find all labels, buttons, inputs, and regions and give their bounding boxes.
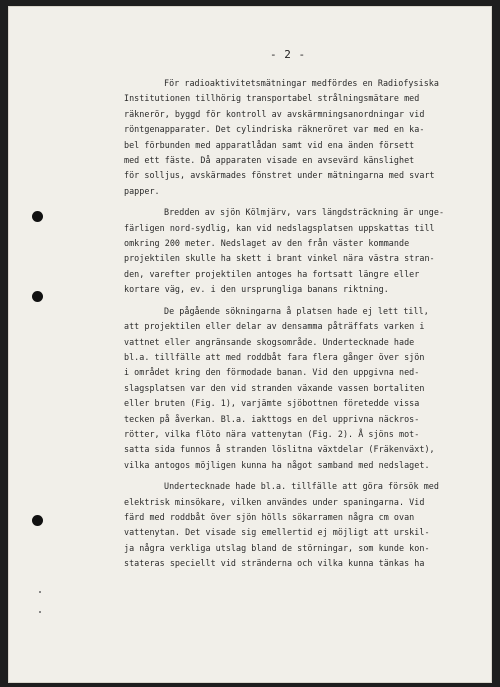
text-line: röntgenapparater. Det cylindriska räkneröret var med en ka- xyxy=(124,124,425,135)
text-line: eller bruten (Fig. 1), varjämte sjöbottnen företedde vissa xyxy=(124,398,420,409)
text-line: kortare väg, ev. i den ursprungliga banans riktning. xyxy=(124,284,389,295)
punch-hole-3 xyxy=(32,515,43,526)
text-line: rötter, vilka flöto nära vattenytan (Fig. 2). Å sjöns mot- xyxy=(124,428,420,439)
document-page xyxy=(8,6,492,683)
text-line: för solljus, avskärmades fönstret under mätningarna med svart xyxy=(124,170,435,181)
text-line: projektilen skulle ha skett i brant vinkel nära västra stran- xyxy=(124,253,435,264)
margin-mark xyxy=(39,611,41,613)
punch-hole-2 xyxy=(32,291,43,302)
text-line: satta sida funnos å stranden löslitna växtdelar (Fräkenväxt), xyxy=(124,444,435,455)
text-line: För radioaktivitetsmätningar medfördes en Radiofysiska xyxy=(164,78,439,88)
margin-mark xyxy=(39,591,41,593)
text-line: i området kring den förmodade banan. Vid den uppgivna ned- xyxy=(124,367,420,378)
text-line: vattenytan. Det visade sig emellertid ej möjligt att urskil- xyxy=(124,527,430,538)
text-line: ja några verkliga utslag bland de störningar, som kunde kon- xyxy=(124,542,430,553)
text-line: den, varefter projektilen antoges ha fortsatt längre eller xyxy=(124,268,420,279)
text-line: Bredden av sjön Kölmjärv, vars längdsträckning är unge- xyxy=(164,207,445,218)
text-line: Institutionen tillhörig transportabel strålningsmätare med xyxy=(124,93,420,104)
text-line: tecken på åverkan. Bl.a. iakttogs en del upprivna näckros- xyxy=(124,413,420,424)
text-line: De pågående sökningarna å platsen hade ej lett till, xyxy=(164,305,429,316)
text-line: bel förbunden med apparatlådan samt vid ena änden försett xyxy=(124,139,415,150)
text-line: papper. xyxy=(124,185,160,196)
text-line: Undertecknade hade bl.a. tillfälle att göra försök med xyxy=(164,481,439,492)
punch-hole-1 xyxy=(32,211,43,222)
text-line: färligen nord-sydlig, kan vid nedslagsplatsen uppskattas till xyxy=(124,222,435,233)
text-line: slagsplatsen var den vid stranden växande vassen bortaliten xyxy=(124,382,425,393)
body-text xyxy=(124,76,484,572)
text-line: att projektilen eller delar av densamma påträffats varken i xyxy=(124,321,425,332)
page-number: - 2 - xyxy=(270,48,306,61)
text-line: omkring 200 meter. Nedslaget av den från väster kommande xyxy=(124,238,410,249)
text-line: bl.a. tillfälle att med roddbåt fara flera gånger över sjön xyxy=(124,351,425,362)
text-line: vilka antogos möjligen kunna ha något samband med nedslaget. xyxy=(124,459,430,470)
text-line: räknerör, byggd för kontroll av avskärmningsanordningar vid xyxy=(124,108,425,119)
text-line: elektrisk minsökare, vilken användes under spaningarna. Vid xyxy=(124,496,425,507)
text-line: med ett fäste. Då apparaten visade en avsevärd känslighet xyxy=(124,155,415,166)
text-line: vattnet eller angränsande skogsområde. Undertecknade hade xyxy=(124,336,415,347)
text-line: färd med roddbåt över sjön hölls sökarramen några cm ovan xyxy=(124,511,415,522)
text-line: stateras speciellt vid stränderna och vilka kunna tänkas ha xyxy=(124,558,425,569)
